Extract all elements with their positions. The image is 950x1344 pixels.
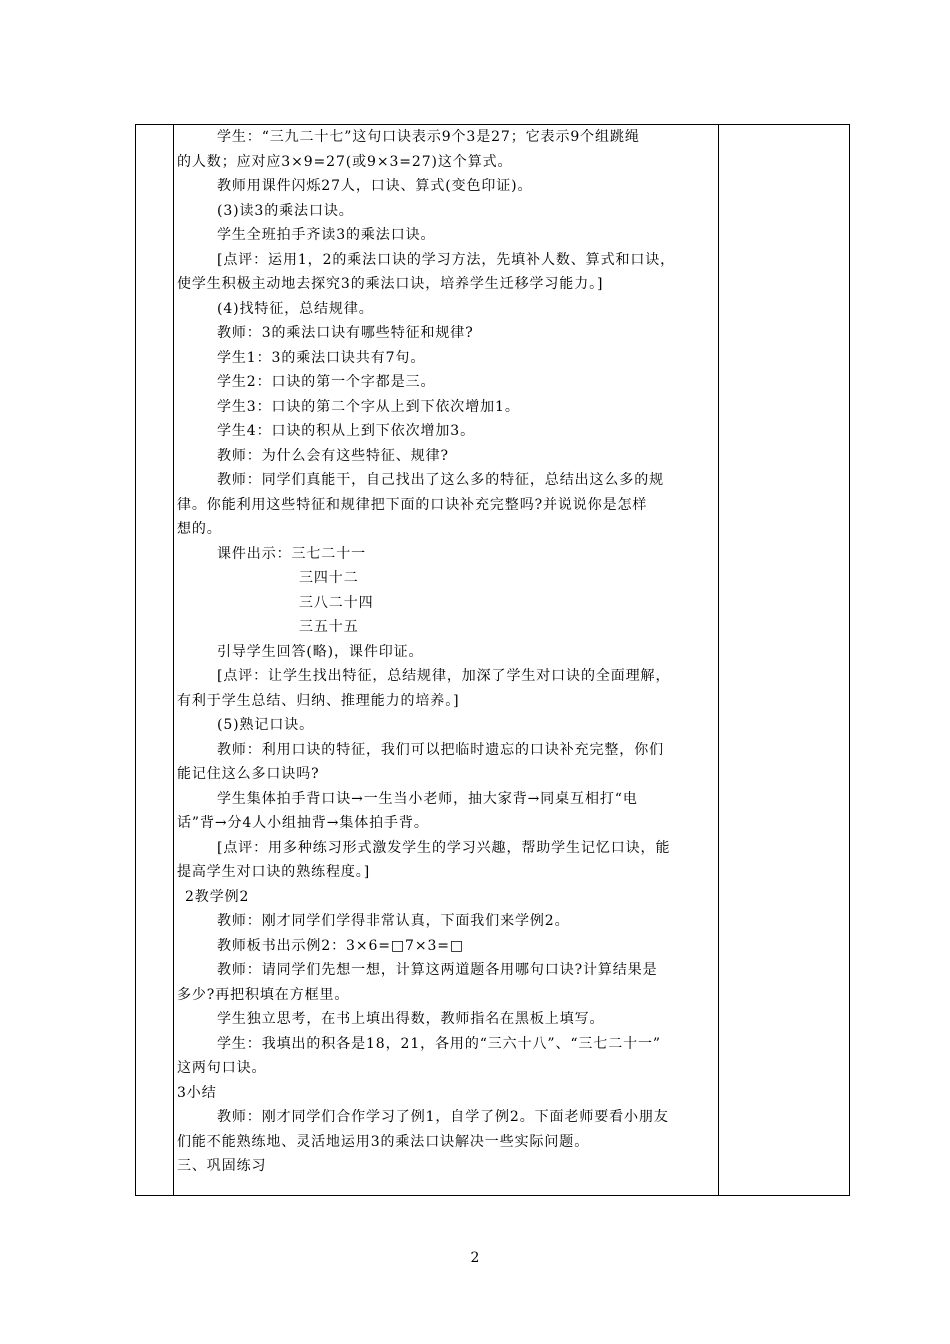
text-line: 教师：3的乘法口诀有哪些特征和规律?	[217, 325, 474, 341]
text-line: [点评：让学生找出特征，总结规律，加深了学生对口诀的全面理解，	[217, 668, 671, 684]
text-line: 的人数；应对应3×9=27(或9×3=27)这个算式。	[177, 153, 513, 170]
text-line: 学生2：口诀的第一个字都是三。	[217, 374, 436, 390]
text-line: 3小结	[177, 1084, 217, 1101]
lesson-content	[177, 125, 715, 1179]
text-line: 学生1：3的乘法口诀共有7句。	[217, 349, 426, 366]
text-line: 教师：请同学们先想一想，计算这两道题各用哪句口诀?计算结果是	[217, 962, 658, 978]
text-line: 三、巩固练习	[177, 1158, 267, 1174]
text-line: 学生：“三九二十七”这句口诀表示9个3是27；它表示9个组跳绳	[217, 129, 640, 145]
text-line: 教师：利用口诀的特征，我们可以把临时遗忘的口诀补充完整，你们	[217, 741, 664, 758]
text-line: (5)熟记口诀。	[217, 717, 315, 733]
text-line: 学生：我填出的积各是18，21，各用的“三六十八”、“三七二十一”	[217, 1035, 661, 1052]
text-line: 学生4：口诀的积从上到下依次增加3。	[217, 423, 476, 439]
text-line: 2教学例2	[185, 888, 250, 905]
text-line: (3)读3的乘法口诀。	[217, 202, 354, 219]
text-line: 话”背→分4人小组抽背→集体拍手背。	[177, 815, 429, 831]
text-line: 教师：刚才同学们合作学习了例1，自学了例2。下面老师要看小朋友	[217, 1109, 669, 1125]
text-line: 学生独立思考，在书上填出得数，教师指名在黑板上填写。	[217, 1011, 605, 1027]
text-line: 教师板书出示例2：3×6=□7×3=□	[217, 937, 465, 954]
text-line: 教师：同学们真能干，自己找出了这么多的特征，总结出这么多的规	[217, 472, 664, 488]
text-line: 这两句口诀。	[177, 1060, 267, 1076]
text-line: 三五十五	[299, 619, 359, 635]
text-line: 课件出示：三七二十一	[217, 545, 366, 562]
text-line: 教师用课件闪烁27人，口诀、算式(变色印证)。	[217, 178, 533, 194]
text-line: 们能不能熟练地、灵活地运用3的乘法口诀解决一些实际问题。	[177, 1133, 590, 1150]
text-line: 引导学生回答(略)，课件印证。	[217, 643, 424, 660]
text-line: 提高学生对口诀的熟练程度。]	[177, 864, 371, 880]
page-number: 2	[470, 1250, 480, 1266]
text-line: 三四十二	[299, 570, 359, 586]
text-line: 有利于学生总结、归纳、推理能力的培养。]	[177, 692, 460, 709]
text-line: (4)找特征，总结规律。	[217, 300, 374, 317]
text-line: 学生3：口诀的第二个字从上到下依次增加1。	[217, 398, 520, 415]
text-line: [点评：用多种练习形式激发学生的学习兴趣，帮助学生记忆口诀，能	[217, 839, 671, 856]
text-line: 多少?再把积填在方框里。	[177, 986, 350, 1003]
text-line: 律。你能利用这些特征和规律把下面的口诀补充完整吗?并说说你是怎样	[177, 496, 648, 513]
text-line: 使学生积极主动地去探究3的乘法口诀，培养学生迁移学习能力。]	[177, 276, 604, 292]
text-line: [点评：运用1，2的乘法口诀的学习方法，先填补人数、算式和口诀，	[217, 251, 676, 268]
text-line: 三八二十四	[299, 594, 374, 611]
text-line: 学生集体拍手背口诀→一生当小老师，抽大家背→同桌互相打“电	[217, 790, 638, 807]
text-line: 教师：刚才同学们学得非常认真，下面我们来学例2。	[217, 913, 570, 929]
column-divider-left	[173, 125, 174, 1195]
text-line: 学生全班拍手齐读3的乘法口诀。	[217, 227, 436, 243]
column-divider-right	[718, 125, 719, 1195]
text-line: 教师：为什么会有这些特征、规律?	[217, 447, 449, 464]
text-line: 能记住这么多口诀吗?	[177, 766, 320, 782]
text-line: 想的。	[177, 521, 222, 537]
